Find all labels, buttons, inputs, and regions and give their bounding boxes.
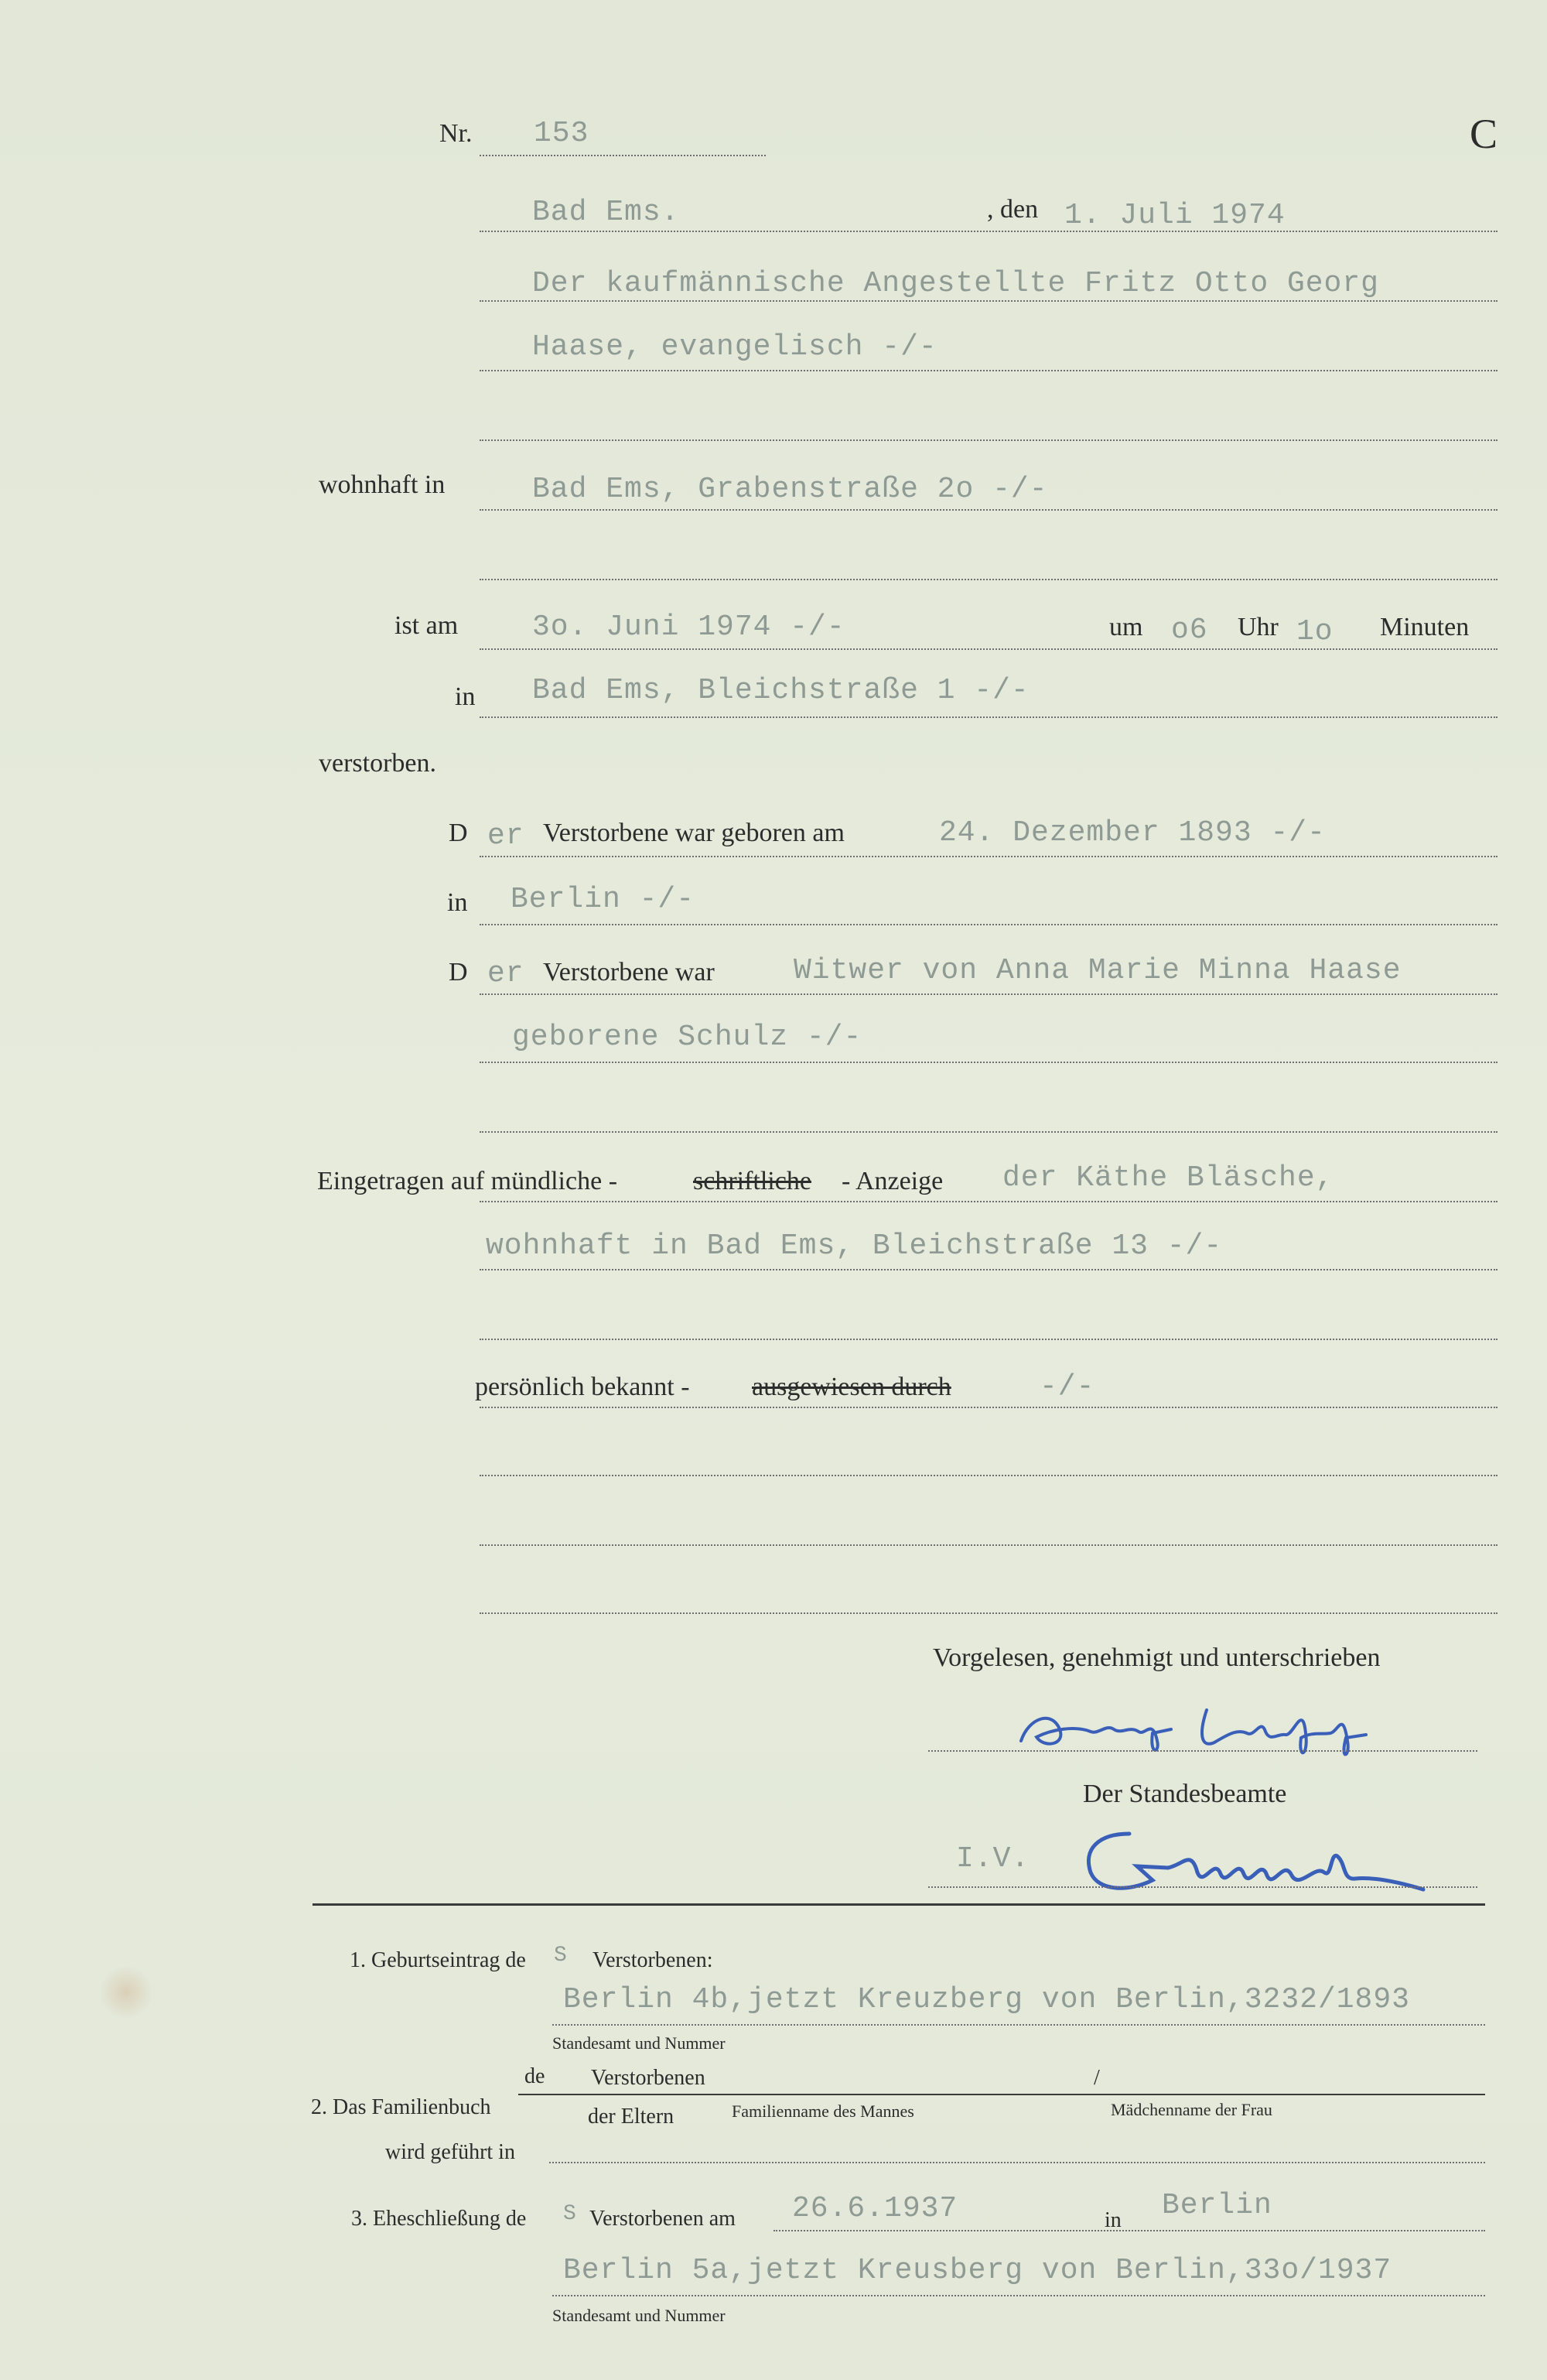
uhr-label: Uhr [1238, 613, 1279, 641]
blank-rule-2 [480, 1544, 1497, 1546]
geburt-s: S [554, 1944, 568, 1968]
birth-place-rule [480, 924, 1497, 925]
geburt-verstorbenen: Verstorbenen: [593, 1948, 713, 1972]
bekannt-label: persönlich bekannt - [475, 1373, 690, 1401]
ehe-verstorbenen-label: Verstorbenen am [589, 2207, 736, 2231]
person-line-1: Der kaufmännische Angestellte Fritz Otto Georg [532, 267, 1379, 300]
status-line-2: geborene Schulz -/- [512, 1021, 862, 1054]
paper-stain [99, 1965, 153, 2019]
person-line-1-rule [480, 300, 1497, 302]
ehe-date: 26.6.1937 [792, 2192, 958, 2225]
residence-value: Bad Ems, Grabenstraße 2o -/- [532, 473, 1048, 506]
geburt-value: Berlin 4b,jetzt Kreuzberg von Berlin,3232/1893 [563, 1983, 1410, 2016]
person-line-2-rule [480, 370, 1497, 371]
status-line-3-rule [480, 1131, 1497, 1133]
den-label: , den [987, 195, 1039, 224]
ehe-value: Berlin 5a,jetzt Kreusberg von Berlin,33o/1937 [563, 2254, 1392, 2287]
death-place-rule [480, 716, 1497, 718]
informant-line-1: der Käthe Bläsche, [1002, 1161, 1334, 1195]
ehe-in-label: in [1105, 2208, 1122, 2232]
minuten-label: Minuten [1380, 613, 1470, 641]
birth-date: 24. Dezember 1893 -/- [939, 816, 1326, 850]
nr-line [480, 155, 766, 156]
geburt-rule [552, 2024, 1485, 2026]
death-date-rule [480, 648, 1497, 650]
nr-value: 153 [534, 117, 589, 150]
status-line-2-rule [480, 1062, 1497, 1063]
verstorben-label: verstorben. [319, 749, 437, 778]
informant-signature-rule [928, 1750, 1477, 1752]
standesamt-label-2: Standesamt und Nummer [552, 2306, 726, 2325]
war-suffix: er [487, 957, 524, 990]
official-signature-rule [928, 1886, 1477, 1888]
gefuehrt-label: wird geführt in [385, 2140, 515, 2164]
corner-letter: C [1470, 111, 1498, 157]
vorgelesen-label: Vorgelesen, genehmigt und unterschrieben [933, 1643, 1381, 1672]
death-hour: o6 [1171, 614, 1208, 647]
born-suffix: er [487, 819, 524, 853]
status-line-1-rule [480, 993, 1497, 995]
section-divider [312, 1903, 1485, 1906]
war-label: Verstorbene war [543, 958, 715, 987]
status-line-1: Witwer von Anna Marie Minna Haase [794, 954, 1402, 987]
place-line [480, 231, 1497, 232]
ehe-s: S [563, 2202, 577, 2226]
death-date: 3o. Juni 1974 -/- [532, 610, 845, 644]
bekannt-rule [480, 1407, 1497, 1408]
residence-rule [480, 509, 1497, 511]
schriftliche-struck: schriftliche [693, 1167, 811, 1195]
ehe-date-rule [774, 2230, 1485, 2231]
born-label: Verstorbene war geboren am [543, 819, 845, 847]
de-label: de [524, 2064, 545, 2088]
blank-rule-1 [480, 1475, 1497, 1476]
blank-rule-3 [480, 1612, 1497, 1614]
ist-am-label: ist am [394, 611, 459, 640]
informant-line-2-rule [480, 1269, 1497, 1270]
registry-date: 1. Juli 1974 [1064, 199, 1286, 232]
eltern-label: der Eltern [588, 2105, 674, 2129]
nr-label: Nr. [439, 119, 473, 148]
death-place: Bad Ems, Bleichstraße 1 -/- [532, 674, 1030, 707]
born-prefix: D [449, 819, 468, 847]
person-line-3-rule [480, 439, 1497, 441]
bekannt-value: -/- [1040, 1370, 1095, 1404]
informant-line-2: wohnhaft in Bad Ems, Bleichstraße 13 -/- [486, 1229, 1223, 1263]
um-label: um [1109, 613, 1143, 641]
standesamt-label: Standesamt und Nummer [552, 2033, 726, 2053]
death-in-label: in [455, 682, 476, 711]
birth-date-rule [480, 856, 1497, 857]
eingetragen-label: Eingetragen auf mündliche - [317, 1167, 618, 1195]
verstorbenen-handwritten: Verstorbenen [591, 2066, 705, 2090]
birth-in-label: in [447, 888, 468, 917]
familienname-label: Familienname des Mannes [732, 2101, 914, 2121]
informant-line-3-rule [480, 1339, 1497, 1340]
gefuehrt-rule [549, 2162, 1485, 2163]
ehe-place: Berlin [1162, 2189, 1272, 2222]
wohnhaft-label: wohnhaft in [319, 470, 446, 499]
standesbeamte-label: Der Standesbeamte [1083, 1780, 1287, 1808]
anzeige-label: - Anzeige [842, 1167, 944, 1195]
ehe-value-rule [552, 2295, 1485, 2296]
registry-place: Bad Ems. [532, 196, 680, 229]
ausgewiesen-struck: ausgewiesen durch [752, 1373, 951, 1401]
ehe-label: 3. Eheschließung de [351, 2207, 527, 2231]
residence-rule-2 [480, 579, 1497, 580]
familienbuch-label: 2. Das Familienbuch [311, 2095, 491, 2119]
war-prefix: D [449, 958, 468, 987]
official-signature-image [1067, 1818, 1439, 1903]
person-line-2: Haase, evangelisch -/- [532, 330, 937, 364]
iv-label: I.V. [956, 1842, 1030, 1876]
informant-line-1-rule [480, 1201, 1497, 1202]
informant-signature-image [1006, 1687, 1454, 1764]
maedchenname-label: Mädchenname der Frau [1111, 2100, 1272, 2119]
familienbuch-rule [518, 2094, 1485, 2095]
slash: / [1094, 2066, 1100, 2090]
geburt-label: 1. Geburtseintrag de [350, 1948, 526, 1972]
death-minutes: 1o [1296, 615, 1334, 648]
birth-place: Berlin -/- [511, 883, 695, 916]
